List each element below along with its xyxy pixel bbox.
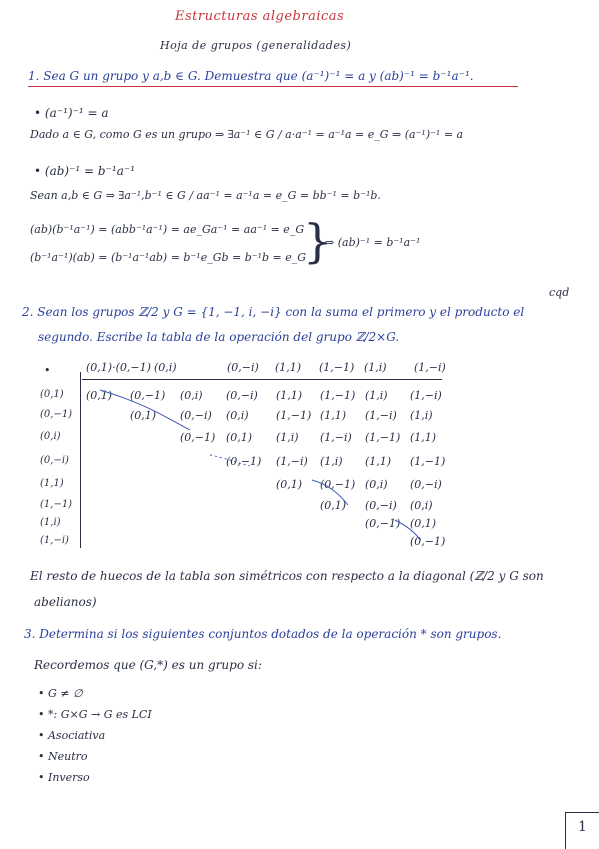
table-cell: (0,1) (320, 499, 347, 512)
table-cell: (1,−i) (320, 431, 352, 444)
brace-symbol: } (303, 214, 333, 268)
table-cell: (1,i) (276, 431, 299, 444)
table-cell: (1,i) (365, 389, 388, 402)
page-title: Estructuras algebraicas (175, 9, 345, 24)
condition-item: • Asociativa (38, 729, 106, 742)
table-cell: (0,i) (365, 478, 388, 491)
exercise-1-statement: 1. Sea G un grupo y a,b ∈ G. Demuestra que (a⁻¹)⁻¹ = a y (ab)⁻¹ = b⁻¹a⁻¹. (28, 69, 474, 83)
table-cell: (0,−i) (226, 389, 258, 402)
table-row-header: (0,−1) (40, 409, 73, 420)
table-column-header: (0,i) (154, 361, 177, 374)
table-row-header: (0,i) (40, 431, 61, 442)
table-row-header: (0,1) (40, 389, 64, 400)
exercise-3-recall: Recordemos que (G,*) es un grupo si: (34, 658, 262, 672)
exercise-1-conclusion: ⇒ (ab)⁻¹ = b⁻¹a⁻¹ (325, 236, 421, 249)
table-cell: (0,1) (86, 389, 113, 402)
table-column-header: (1,−1) (319, 361, 355, 374)
page-number: 1 (578, 819, 587, 835)
table-row-header: (1,−i) (40, 535, 69, 546)
table-cell: (0,−1) (410, 535, 446, 548)
exercise-1-proof-2: Sean a,b ∈ G ⇒ ∃a⁻¹,b⁻¹ ∈ G / aa⁻¹ = a⁻¹a = e_G = bb⁻¹ = b⁻¹b. (30, 189, 381, 202)
exercise-1-bullet-1: • (a⁻¹)⁻¹ = a (34, 106, 109, 120)
table-cell: (1,−i) (365, 409, 397, 422)
table-cell: (1,1) (410, 431, 437, 444)
table-cell: (1,i) (410, 409, 433, 422)
table-cell: (0,i) (180, 389, 203, 402)
table-cell: (0,1) (226, 431, 253, 444)
exercise-1-proof-1: Dado a ∈ G, como G es un grupo ⇒ ∃a⁻¹ ∈ G / a·a⁻¹ = a⁻¹a = e_G ⇒ (a⁻¹)⁻¹ = a (30, 128, 464, 141)
table-cell: (0,−1) (180, 431, 216, 444)
exercise-2-note-line-2: abelianos) (34, 595, 97, 609)
exercise-2-note-line-1: El resto de huecos de la tabla son simétricos con respecto a la diagonal (ℤ/2 y G son (30, 569, 544, 583)
table-row-header: (1,i) (40, 517, 61, 528)
table-cell: (1,−i) (276, 455, 308, 468)
table-cell: (0,1) (276, 478, 303, 491)
condition-item: • Inverso (38, 771, 90, 784)
table-row-header: (1,−1) (40, 499, 73, 510)
table-column-header: (1,i) (364, 361, 387, 374)
table-cell: (1,1) (320, 409, 347, 422)
page-subtitle: Hoja de grupos (generalidades) (160, 39, 352, 52)
table-cell: (0,i) (410, 499, 433, 512)
table-row-header: (1,1) (40, 478, 64, 489)
table-cell: (0,−1) (130, 389, 166, 402)
table-cell: (1,1) (365, 455, 392, 468)
table-cell: (0,−1) (320, 478, 356, 491)
table-cell: (0,−1) (365, 517, 401, 530)
table-cell: (1,1) (276, 389, 303, 402)
table-cell: (0,1) (130, 409, 157, 422)
table-cell: (0,−i) (180, 409, 212, 422)
exercise-1-line-4: (b⁻¹a⁻¹)(ab) = (b⁻¹a⁻¹ab) = b⁻¹e_Gb = b⁻¹b = e_G (30, 251, 307, 264)
table-row-rule (80, 372, 81, 548)
table-cell: (0,−i) (410, 478, 442, 491)
table-cell: (1,−1) (320, 389, 356, 402)
table-cell: (1,i) (320, 455, 343, 468)
table-column-header: (1,−i) (414, 361, 446, 374)
table-cell: (1,−1) (365, 431, 401, 444)
exercise-2-statement-line-2: segundo. Escribe la tabla de la operación del grupo ℤ/2×G. (38, 330, 400, 344)
table-header-rule (82, 379, 442, 380)
table-cell: (0,−i) (365, 499, 397, 512)
table-cell: (1,−1) (410, 455, 446, 468)
table-column-header: (1,1) (275, 361, 302, 374)
table-column-header: (0,1)·(0,−1) (86, 361, 151, 374)
table-cell: (0,−1) (226, 455, 262, 468)
exercise-1-line-3: (ab)(b⁻¹a⁻¹) = (abb⁻¹a⁻¹) = ae_Ga⁻¹ = aa⁻¹ = e_G (30, 223, 305, 236)
table-row-header: (0,−i) (40, 455, 69, 466)
condition-item: • G ≠ ∅ (38, 687, 83, 700)
condition-item: • Neutro (38, 750, 88, 763)
table-cell: (0,i) (226, 409, 249, 422)
table-cell: (1,−1) (276, 409, 312, 422)
table-cell: (0,1) (410, 517, 437, 530)
qed-mark: cqd (549, 286, 570, 299)
condition-item: • *: G×G → G es LCI (38, 708, 152, 721)
exercise-2-statement-line-1: 2. Sean los grupos ℤ/2 y G = {1, −1, i, −i} con la suma el primero y el producto el (22, 305, 525, 319)
table-column-header: (0,−i) (227, 361, 259, 374)
exercise-1-bullet-2: • (ab)⁻¹ = b⁻¹a⁻¹ (34, 164, 136, 178)
table-cell: (1,−i) (410, 389, 442, 402)
exercise-3-statement: 3. Determina si los siguientes conjuntos dotados de la operación * son grupos. (24, 627, 502, 641)
table-bullet: • (44, 364, 51, 377)
